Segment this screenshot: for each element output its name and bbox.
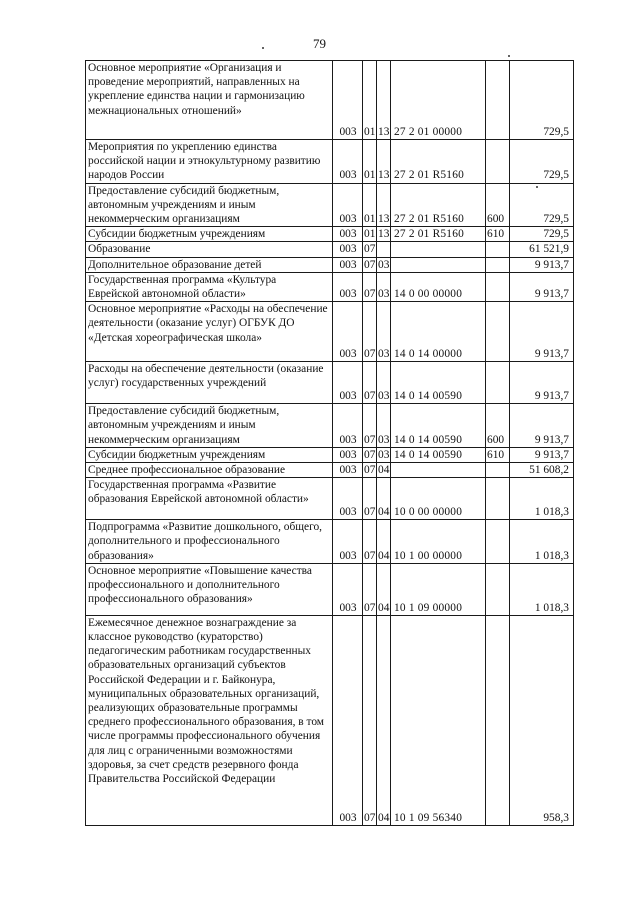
amount-cell: 1 018,3 xyxy=(510,563,574,615)
expense-type-code-cell: 610 xyxy=(486,227,510,242)
amount-cell: 9 913,7 xyxy=(510,404,574,448)
row-name-cell: Государственная программа «Культура Еврейской автономной области» xyxy=(86,272,333,301)
expense-type-code-cell xyxy=(486,563,510,615)
table-row xyxy=(86,61,574,140)
section-code-cell: 01 xyxy=(363,140,377,184)
subsection-code-cell: 03 xyxy=(377,404,391,448)
expense-type-code-cell xyxy=(486,302,510,362)
section-code-cell: 07 xyxy=(363,404,377,448)
ved-code-cell: 003 xyxy=(333,520,363,564)
section-code-cell: 07 xyxy=(363,563,377,615)
table-row xyxy=(86,447,574,462)
scan-speck xyxy=(508,55,510,57)
target-article-code-cell: 10 1 00 00000 xyxy=(391,520,486,564)
section-code-cell: 07 xyxy=(364,258,376,271)
target-article-code-cell: 27 2 01 R5160 xyxy=(391,183,486,227)
scan-speck xyxy=(262,47,264,49)
row-name-cell: Предоставление субсидий бюджетным, автономным учреждениям и иным некоммерческим организациям xyxy=(86,404,333,448)
ved-code-cell: 003 xyxy=(333,140,363,184)
subsection-code-cell: 13 xyxy=(378,228,390,241)
table-row xyxy=(86,520,574,564)
target-article-code-cell: 27 2 01 R5160 xyxy=(391,227,486,242)
table-row xyxy=(86,140,574,184)
ved-code-cell: 003 xyxy=(333,563,363,615)
row-name-cell: Основное мероприятие «Повышение качества профессионального и дополнительного профессионального образования» xyxy=(86,563,333,615)
table-row xyxy=(86,463,574,478)
subsection-code-cell: 03 xyxy=(378,258,390,271)
target-article-code-cell: 10 0 00 00000 xyxy=(391,478,486,520)
table-row xyxy=(86,404,574,448)
expense-type-code-cell: 600 xyxy=(486,404,510,448)
amount-cell: 729,5 xyxy=(510,140,574,184)
row-name-cell: Дополнительное образование детей xyxy=(86,257,333,272)
row-name-cell: Подпрограмма «Развитие дошкольного, общего, дополнительного и профессионального образования» xyxy=(86,520,333,564)
table-row xyxy=(86,183,574,227)
row-name-cell: Основное мероприятие «Расходы на обеспечение деятельности (оказание услуг) ОГБУК ДО «Детская хореографическая школа» xyxy=(86,302,333,362)
target-article-code-cell: 14 0 14 00590 xyxy=(391,404,486,448)
amount-cell: 1 018,3 xyxy=(510,520,574,564)
row-name-cell: Субсидии бюджетным учреждениям xyxy=(86,447,333,462)
amount-cell: 1 018,3 xyxy=(510,478,574,520)
expense-type-code-cell xyxy=(486,257,510,272)
table-row xyxy=(86,615,574,825)
subsection-code-cell: 04 xyxy=(377,563,391,615)
amount-cell: 958,3 xyxy=(510,615,574,825)
budget-table-body xyxy=(86,61,574,826)
expense-type-code-cell xyxy=(486,272,510,301)
row-name-cell: Субсидии бюджетным учреждениям xyxy=(86,227,333,242)
target-article-code-cell: 27 2 01 R5160 xyxy=(391,140,486,184)
target-article-code-cell xyxy=(391,463,486,478)
amount-cell: 9 913,7 xyxy=(510,257,574,272)
subsection-code-cell: 03 xyxy=(377,302,391,362)
subsection-code-cell: 03 xyxy=(378,448,390,461)
subsection-code-cell: 04 xyxy=(378,464,390,477)
ved-code-cell: 003 xyxy=(333,183,363,227)
amount-cell: 61 521,9 xyxy=(510,242,574,257)
row-name-cell: Ежемесячное денежное вознаграждение за классное руководство (кураторство) педагогическим работникам государственных образовательных организаций субъектов Российской Федерации и г. Байконура, муниципальных образовательных организаций, реализующих образовательные программы среднего профессионального образования, в том числе программы профессионального обучения для лиц с ограниченными возможностями здоровья, за счет средств резервного фонда Правительства Российской Федерации xyxy=(86,615,333,825)
row-name-cell: Мероприятия по укреплению единства российской нации и этнокультурному развитию народов России xyxy=(86,140,333,184)
amount-cell: 9 913,7 xyxy=(510,362,574,404)
table-row xyxy=(86,478,574,520)
row-name-cell: Образование xyxy=(86,242,333,257)
section-code-cell: 07 xyxy=(364,464,376,477)
ved-code-cell: 003 xyxy=(333,478,363,520)
target-article-code-cell: 14 0 14 00000 xyxy=(391,302,486,362)
amount-cell: 729,5 xyxy=(510,227,574,242)
section-code-cell: 07 xyxy=(363,615,377,825)
table-row xyxy=(86,563,574,615)
table-row xyxy=(86,257,574,272)
subsection-code-cell: 13 xyxy=(377,140,391,184)
section-code-cell: 07 xyxy=(364,448,376,461)
table-row xyxy=(86,242,574,257)
ved-code-cell: 003 xyxy=(333,447,363,462)
target-article-code-cell xyxy=(391,242,486,257)
subsection-code-cell: 03 xyxy=(377,272,391,301)
expense-type-code-cell xyxy=(486,140,510,184)
ved-code-cell: 003 xyxy=(333,302,363,362)
target-article-code-cell: 27 2 01 00000 xyxy=(391,61,486,140)
expense-type-code-cell xyxy=(486,615,510,825)
target-article-code-cell: 10 1 09 00000 xyxy=(391,563,486,615)
subsection-code-cell: 13 xyxy=(377,61,391,140)
row-name-cell: Среднее профессиональное образование xyxy=(86,463,333,478)
row-name-cell: Предоставление субсидий бюджетным, автономным учреждениям и иным некоммерческим организациям xyxy=(86,183,333,227)
page-number: 79 xyxy=(313,36,326,51)
expense-type-code-cell xyxy=(486,61,510,140)
subsection-code-cell xyxy=(377,242,391,257)
section-code-cell: 07 xyxy=(363,520,377,564)
target-article-code-cell xyxy=(391,257,486,272)
ved-code-cell: 003 xyxy=(333,272,363,301)
target-article-code-cell: 14 0 00 00000 xyxy=(391,272,486,301)
expense-type-code-cell xyxy=(486,242,510,257)
target-article-code-cell: 14 0 14 00590 xyxy=(391,447,486,462)
table-row xyxy=(86,362,574,404)
section-code-cell: 07 xyxy=(363,272,377,301)
ved-code-cell: 003 xyxy=(333,242,363,257)
subsection-code-cell: 04 xyxy=(377,520,391,564)
ved-code-cell: 003 xyxy=(333,463,363,478)
target-article-code-cell: 10 1 09 56340 xyxy=(391,615,486,825)
section-code-cell: 07 xyxy=(363,362,377,404)
expense-type-code-cell xyxy=(486,478,510,520)
amount-cell: 9 913,7 xyxy=(510,272,574,301)
ved-code-cell: 003 xyxy=(333,61,363,140)
subsection-code-cell: 13 xyxy=(377,183,391,227)
ved-code-cell: 003 xyxy=(333,404,363,448)
amount-cell: 9 913,7 xyxy=(510,302,574,362)
expense-type-code-cell xyxy=(486,463,510,478)
section-code-cell: 01 xyxy=(364,228,376,241)
row-name-cell: Расходы на обеспечение деятельности (оказание услуг) государственных учреждений xyxy=(86,362,333,404)
expense-type-code-cell xyxy=(486,520,510,564)
section-code-cell: 07 xyxy=(363,478,377,520)
section-code-cell: 01 xyxy=(363,183,377,227)
table-row xyxy=(86,272,574,301)
ved-code-cell: 003 xyxy=(333,257,363,272)
section-code-cell: 07 xyxy=(364,243,376,256)
ved-code-cell: 003 xyxy=(333,362,363,404)
ved-code-cell: 003 xyxy=(333,615,363,825)
subsection-code-cell: 04 xyxy=(377,615,391,825)
section-code-cell: 07 xyxy=(363,302,377,362)
row-name-cell: Основное мероприятие «Организация и проведение мероприятий, направленных на укрепление единства нации и гармонизацию межнациональных отношений» xyxy=(86,61,333,140)
target-article-code-cell: 14 0 14 00590 xyxy=(391,362,486,404)
table-row xyxy=(86,302,574,362)
expense-type-code-cell: 610 xyxy=(486,447,510,462)
subsection-code-cell: 04 xyxy=(377,478,391,520)
subsection-code-cell: 03 xyxy=(377,362,391,404)
row-name-cell: Государственная программа «Развитие образования Еврейской автономной области» xyxy=(86,478,333,520)
budget-table xyxy=(85,60,574,826)
expense-type-code-cell xyxy=(486,362,510,404)
amount-cell: 729,5 xyxy=(510,61,574,140)
amount-cell: 51 608,2 xyxy=(510,463,574,478)
amount-cell: 9 913,7 xyxy=(510,447,574,462)
ved-code-cell: 003 xyxy=(333,227,363,242)
amount-cell: 729,5 xyxy=(510,183,574,227)
section-code-cell: 01 xyxy=(363,61,377,140)
table-row xyxy=(86,227,574,242)
expense-type-code-cell: 600 xyxy=(486,183,510,227)
